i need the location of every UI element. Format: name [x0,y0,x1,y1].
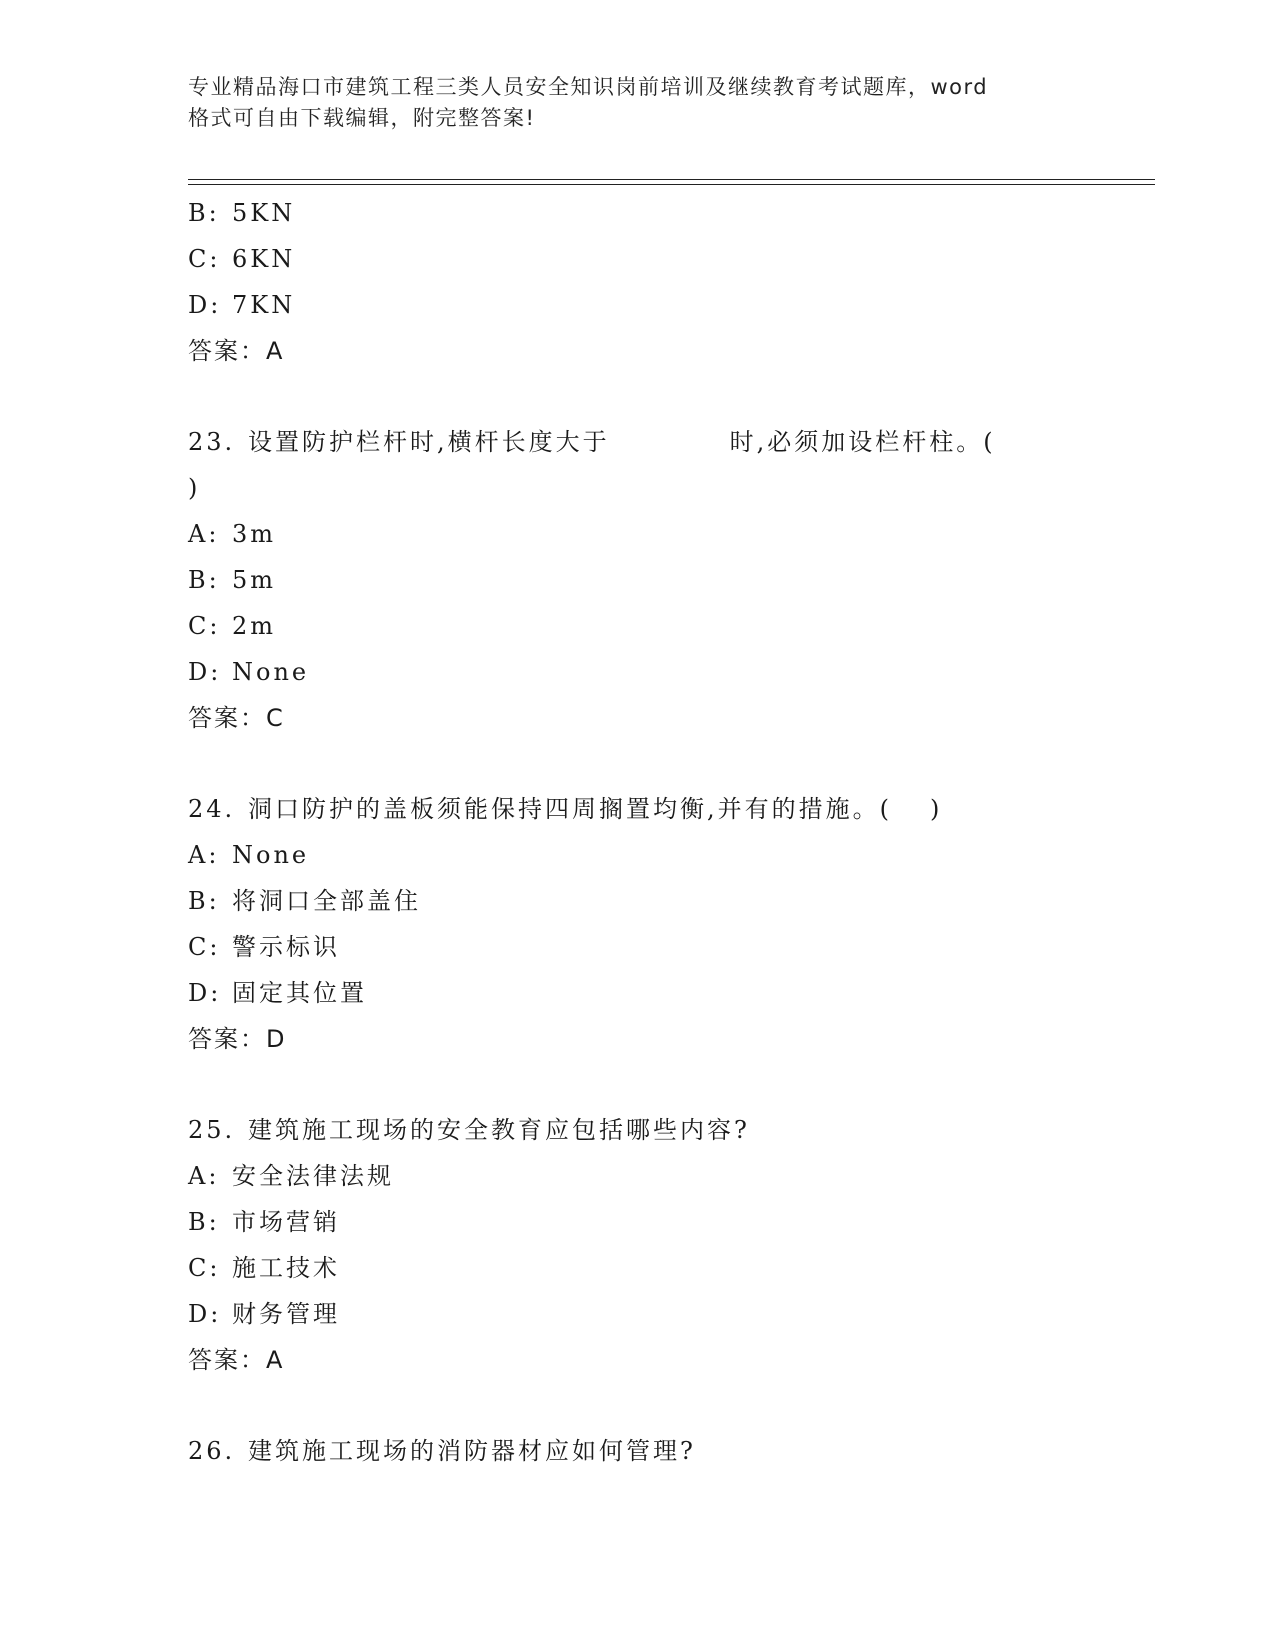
option-b [188,557,1155,603]
question-text: 建筑施工现场的安全教育应包括哪些内容? [248,1116,750,1144]
option-text: 财务管理 [232,1300,340,1328]
option-label: C: [188,245,221,273]
option-label: B: [188,1208,220,1236]
option-label: D: [188,291,222,319]
option-text: 固定其位置 [232,979,367,1007]
question-text: 洞口防护的盖板须能保持四周搁置均衡,并有的措施。( [248,795,892,823]
header-line-1: 专业精品海口市建筑工程三类人员安全知识岗前培训及继续教育考试题库，word [188,75,989,99]
option-b [188,190,1155,236]
option-text: None [232,658,310,686]
question-number: 25. [188,1116,236,1144]
option-text: 6KN [232,245,296,273]
option-a [188,832,1155,878]
prev-question [188,190,1155,374]
option-label: B: [188,566,220,594]
option-b [188,878,1155,924]
option-text: 2m [232,612,277,640]
option-d [188,649,1155,695]
answer: 答案：C [188,704,285,732]
question-stem [188,419,1155,465]
option-label: B: [188,887,220,915]
question-stem-line2: ) [188,474,201,502]
option-text: 安全法律法规 [232,1162,394,1190]
option-text: 警示标识 [232,933,340,961]
answer: 答案：A [188,1346,285,1374]
question-23 [188,419,1155,741]
option-d [188,1291,1155,1337]
option-c [188,236,1155,282]
option-text: 3m [232,520,277,548]
option-text: 5KN [232,199,296,227]
option-label: C: [188,933,221,961]
option-text: 7KN [232,291,296,319]
option-text: 市场营销 [232,1208,340,1236]
question-list [188,190,1155,1474]
question-text-cont: ) [930,795,943,823]
option-a [188,1153,1155,1199]
document-header [188,72,1088,134]
question-number: 23. [188,428,236,456]
question-stem [188,786,1155,832]
question-text-cont: 时,必须加设栏杆柱。( [729,428,996,456]
option-c [188,1245,1155,1291]
option-b [188,1199,1155,1245]
question-number: 26. [188,1437,236,1465]
option-d [188,970,1155,1016]
header-divider-top [188,179,1155,180]
option-a [188,511,1155,557]
question-24 [188,786,1155,1062]
question-text: 设置防护栏杆时,横杆长度大于 [248,428,610,456]
option-label: C: [188,612,221,640]
option-text: None [232,841,310,869]
question-26 [188,1428,1155,1474]
answer: 答案：A [188,337,285,365]
option-c [188,924,1155,970]
answer: 答案：D [188,1025,287,1053]
option-label: C: [188,1254,221,1282]
header-line-2: 格式可自由下载编辑，附完整答案! [188,106,536,130]
question-text: 建筑施工现场的消防器材应如何管理? [248,1437,696,1465]
option-label: A: [188,520,220,548]
option-label: A: [188,1162,220,1190]
question-stem [188,1107,1155,1153]
option-text: 施工技术 [232,1254,340,1282]
option-label: D: [188,1300,222,1328]
option-text: 将洞口全部盖住 [232,887,421,915]
option-c [188,603,1155,649]
option-label: B: [188,199,220,227]
option-label: D: [188,979,222,1007]
header-divider-bottom [188,184,1155,185]
option-label: A: [188,841,220,869]
question-stem [188,1428,1155,1474]
option-label: D: [188,658,222,686]
question-25 [188,1107,1155,1383]
option-text: 5m [232,566,277,594]
option-d [188,282,1155,328]
question-number: 24. [188,795,236,823]
